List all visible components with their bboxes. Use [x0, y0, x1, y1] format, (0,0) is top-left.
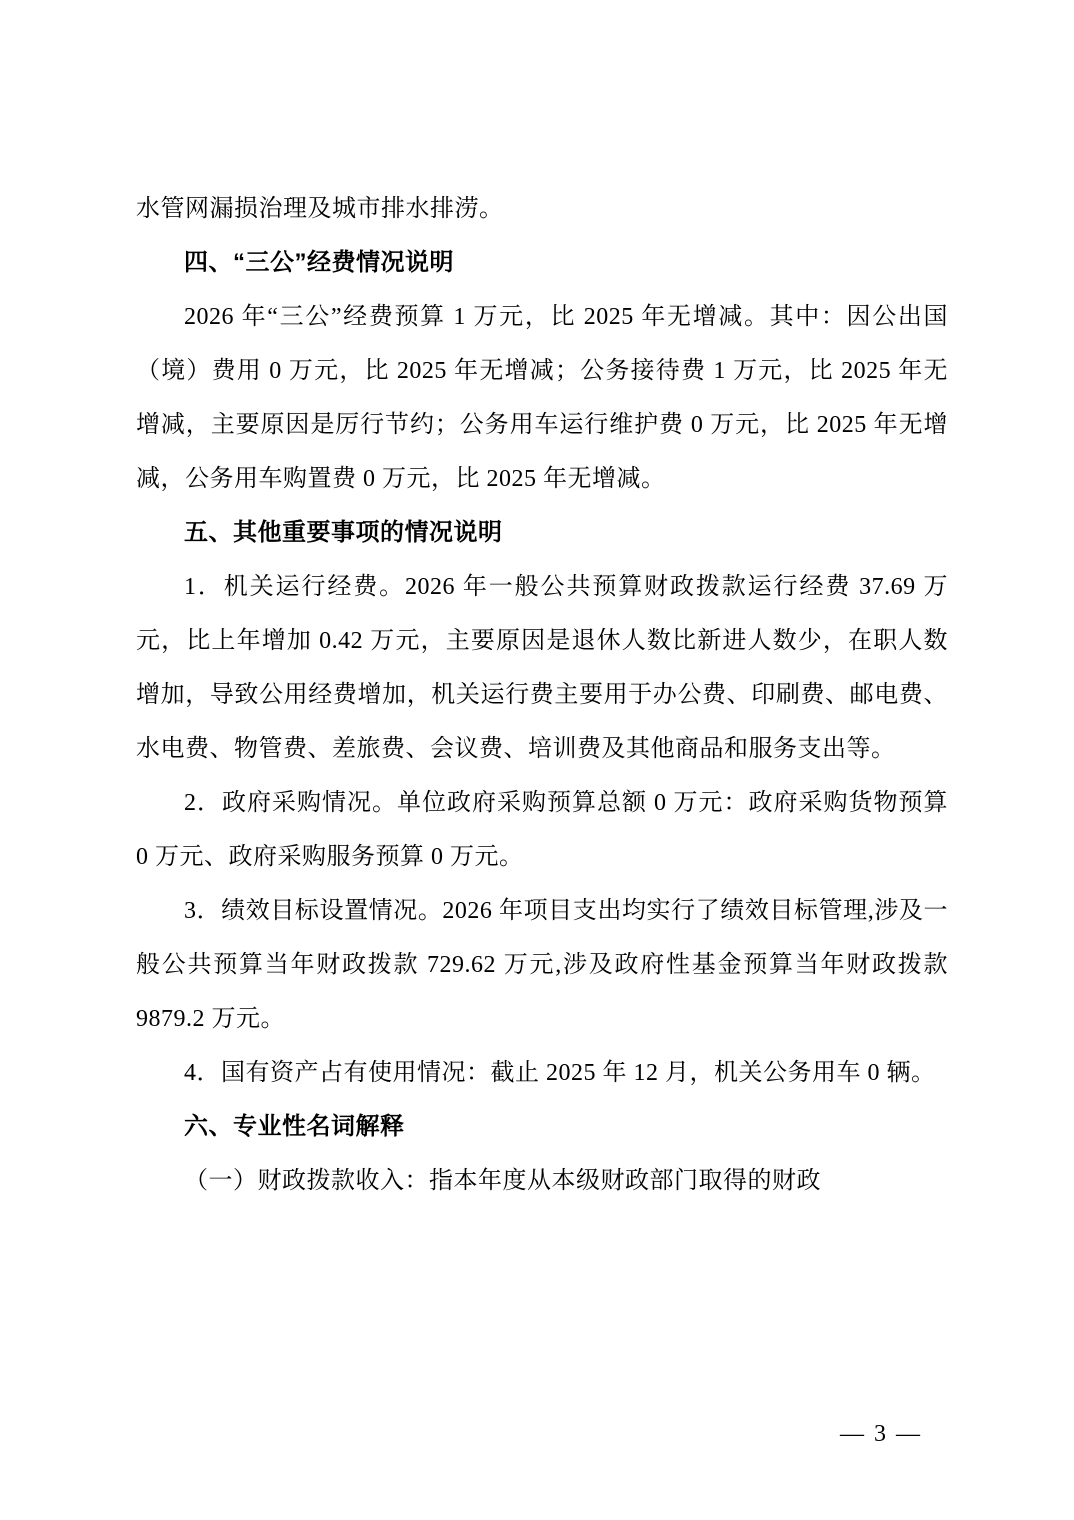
text-paragraph: 2026 年“三公”经费预算 1 万元，比 2025 年无增减。其中：因公出国（境）费用 0 万元，比 2025 年无增减；公务接待费 1 万元，比 2025 年无增减，主要原因是厉行节约；公务用车运行维护费 0 万元，比 2025 年无增减，公务用车购置费 0 万元，比 2025 年无增减。 [136, 304, 948, 492]
text-paragraph: 1．机关运行经费。2026 年一般公共预算财政拨款运行经费 37.69 万元，比上年增加 0.42 万元，主要原因是退休人数比新进人数少，在职人数增加，导致公用经费增加，机关运行费主要用于办公费、印刷费、邮电费、水电费、物管费、差旅费、会议费、培训费及其他商品和服务支出等。 [136, 574, 948, 762]
text-paragraph: 2．政府采购情况。单位政府采购预算总额 0 万元：政府采购货物预算 0 万元、政府采购服务预算 0 万元。 [136, 790, 948, 870]
page-number: — 3 — [840, 1421, 922, 1447]
document-body [136, 182, 948, 1208]
text-paragraph: 3．绩效目标设置情况。2026 年项目支出均实行了绩效目标管理,涉及一般公共预算当年财政拨款 729.62 万元,涉及政府性基金预算当年财政拨款 9879.2 万元。 [136, 898, 948, 1032]
text-paragraph: 4．国有资产占有使用情况：截止 2025 年 12 月，机关公务用车 0 辆。 [184, 1060, 936, 1086]
section-heading: 四、“三公”经费情况说明 [184, 249, 454, 276]
text-paragraph: （一）财政拨款收入：指本年度从本级财政部门取得的财政 [184, 1168, 821, 1194]
section-heading: 五、其他重要事项的情况说明 [184, 519, 503, 546]
section-heading: 六、专业性名词解释 [184, 1113, 405, 1140]
text-paragraph: 水管网漏损治理及城市排水排涝。 [136, 196, 504, 222]
